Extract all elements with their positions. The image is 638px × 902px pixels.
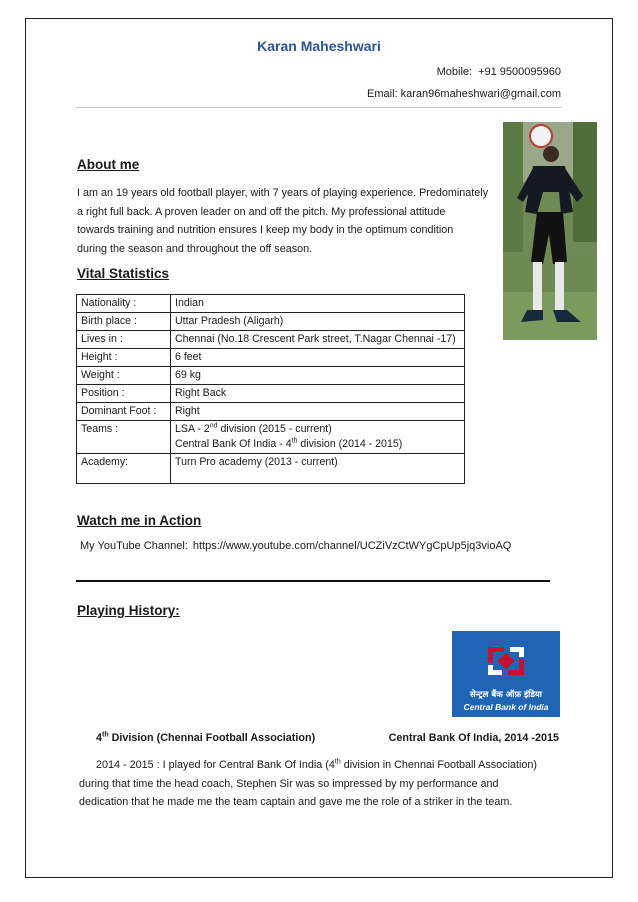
team-text: Central Bank Of India - 4 <box>175 438 292 450</box>
youtube-link[interactable]: https://www.youtube.com/channel/UCZiVzCtWYgCpUp5jq3vioAQ <box>192 540 512 552</box>
logo-hindi-text: सेन्ट्रल बैंक ऑफ़ इंडिया <box>469 690 543 700</box>
history-line-text: division in Chennai Football Association) <box>340 759 537 771</box>
table-row <box>77 313 465 331</box>
row-value: Indian <box>171 295 465 313</box>
youtube-line <box>80 540 511 552</box>
teams-value <box>171 421 465 454</box>
division-ordinal: th <box>102 731 109 739</box>
header-divider <box>76 107 562 108</box>
club-title: Central Bank Of India, 2014 -2015 <box>388 732 559 744</box>
vital-statistics-table <box>76 294 465 484</box>
player-photo-illustration <box>503 122 597 340</box>
team-line <box>175 422 460 437</box>
table-row <box>77 421 465 454</box>
division-text: Division (Chennai Football Association) <box>108 732 316 744</box>
table-row <box>77 349 465 367</box>
team-ordinal: th <box>291 437 298 445</box>
row-key: Academy: <box>77 454 171 484</box>
central-bank-logo <box>452 631 560 717</box>
team-text: division (2015 - current) <box>217 423 332 435</box>
row-key: Height : <box>77 349 171 367</box>
history-line: dedication that he made me the team captain and gave me the role of a striker in the team. <box>79 796 513 808</box>
about-text <box>77 184 488 258</box>
history-text <box>79 756 537 812</box>
watch-heading: Watch me in Action <box>77 513 202 528</box>
row-value: 69 kg <box>171 367 465 385</box>
team-text: division (2014 - 2015) <box>297 438 403 450</box>
row-value: 6 feet <box>171 349 465 367</box>
row-value: Turn Pro academy (2013 - current) <box>171 454 465 484</box>
logo-english-text: Central Bank of India <box>463 702 549 712</box>
table-row <box>77 331 465 349</box>
youtube-label: My YouTube Channel: <box>80 540 188 552</box>
section-divider <box>76 580 550 582</box>
central-bank-logo-mark <box>452 631 560 717</box>
table-row <box>77 403 465 421</box>
row-value: Right Back <box>171 385 465 403</box>
email-line: Email: karan96maheshwari@gmail.com <box>367 88 561 100</box>
player-photo <box>503 122 597 340</box>
division-text: 4 <box>96 732 103 744</box>
row-value: Uttar Pradesh (Aligarh) <box>171 313 465 331</box>
about-heading: About me <box>77 157 140 172</box>
table-row <box>77 367 465 385</box>
team-text: LSA - 2 <box>175 423 210 435</box>
table-row <box>77 385 465 403</box>
mobile-line <box>437 66 561 78</box>
row-key: Birth place : <box>77 313 171 331</box>
about-line: towards training and nutrition ensures I keep my body in the optimum condition <box>77 224 454 236</box>
team-ordinal: nd <box>209 422 218 430</box>
row-key: Lives in : <box>77 331 171 349</box>
candidate-name: Karan Maheshwari <box>257 38 381 54</box>
row-key: Weight : <box>77 367 171 385</box>
about-line: a right full back. A proven leader on and off the pitch. My professional attitude <box>77 205 446 218</box>
row-key: Teams : <box>77 421 171 454</box>
mobile-label: Mobile: <box>436 66 473 78</box>
history-line-text: 2014 - 2015 : I played for Central Bank Of India (4 <box>96 759 335 771</box>
history-line: during that time the head coach, Stephen Sir was so impressed by my performance and <box>79 777 499 790</box>
history-heading: Playing History: <box>77 603 180 618</box>
division-title <box>96 732 315 744</box>
table-row <box>77 454 465 484</box>
row-key: Position : <box>77 385 171 403</box>
row-value: Right <box>171 403 465 421</box>
history-ordinal: th <box>334 758 341 766</box>
row-value: Chennai (No.18 Crescent Park street, T.Nagar Chennai -17) <box>171 331 465 349</box>
mobile-number: +91 9500095960 <box>478 66 561 78</box>
about-line: during the season and throughout the off season. <box>77 242 313 255</box>
vital-heading: Vital Statistics <box>77 266 170 281</box>
row-key: Dominant Foot : <box>77 403 171 421</box>
table-row <box>77 295 465 313</box>
team-line <box>175 437 460 452</box>
about-line: I am an 19 years old football player, with 7 years of playing experience. Predominately <box>77 187 489 199</box>
row-key: Nationality : <box>77 295 171 313</box>
history-line <box>79 756 537 775</box>
